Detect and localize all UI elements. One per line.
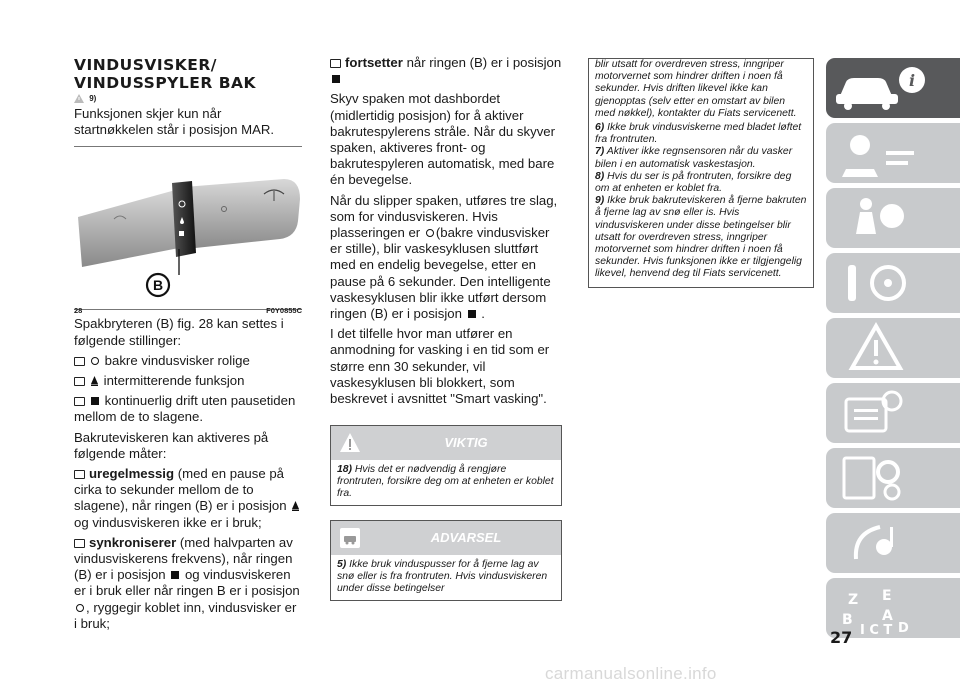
svg-text:Z: Z (848, 592, 859, 608)
intro-text: Funksjonen skjer kun når startnøkkelen står i posisjon MAR. (74, 106, 275, 138)
circle-off-icon (76, 604, 84, 612)
paragraph: I det tilfelle hvor man utfører en anmodning for vasking i en tid som er større enn 30 sekunder, vil vaskesyklusen bli blokkert, som beskrevet i avsnittet "Smart vasking". (330, 326, 550, 407)
note-text: Ikke bruk vindusviskerne med bladet løftet fra frontruten. (595, 122, 802, 146)
mode-text: og vindusviskeren er i bruk eller når ringen B er i posisjon (74, 567, 300, 599)
wiper-stalk-illustration (74, 149, 302, 299)
svg-text:i: i (908, 71, 916, 90)
bullet-icon (330, 59, 341, 68)
warning-icon (74, 94, 84, 103)
section-heading (74, 56, 302, 92)
position-text: kontinuerlig drift uten pausetiden mellom de to slagene. (74, 393, 296, 425)
position-text: intermitterende funksjon (103, 373, 245, 389)
footer-watermark: carmanualsonline.info (545, 664, 717, 683)
mode-text: (med halvparten av vindusviskerens frekvens), når ringen (B) er i posisjon (74, 534, 293, 583)
figure-callout-label: B (152, 277, 164, 294)
note-text: Ikke bruk bakruteviskeren å fjerne bakruten å fjerne lag av snø eller is. Hvis vindusviskeren under disse betingelser blir utsatt for overdreven stress, inngriper motorvernet som hindrer driften i noen få sekunder. Hvis funksjonen ikke er tilgjengelig likevel, henvend deg til Fiats servicenett. (595, 195, 807, 280)
mode-item (74, 535, 302, 632)
note-text: Hvis du ser is på frontruten, forsikre deg om at enheten er koblet fra. (595, 170, 792, 195)
tab-starting-driving[interactable] (826, 253, 960, 313)
note-item (595, 171, 807, 195)
mode-item (74, 466, 302, 531)
reference-note (74, 94, 302, 106)
airbag-icon (826, 188, 960, 248)
figure-stalk-switch (74, 149, 302, 316)
mode-label: synkroniserer (89, 534, 177, 550)
figure-caption (74, 306, 302, 315)
notice-body (331, 460, 561, 505)
circle-off-icon (91, 357, 99, 365)
figure-number: 28 (74, 306, 83, 316)
notice-title: VIKTIG (444, 435, 488, 451)
note-number: 9) (595, 195, 605, 207)
gears-icon (826, 448, 960, 508)
continuous-icon (171, 571, 179, 579)
svg-text:E: E (882, 588, 892, 604)
dashboard-lights-icon (826, 123, 960, 183)
position-text: bakre vindusvisker rolige (104, 352, 250, 368)
paragraph (330, 193, 562, 323)
paragraph-text: . (481, 306, 485, 322)
continued-notes (588, 58, 814, 288)
continued-text: blir utsatt for overdreven stress, inngriper motorvernet som hindrer driften i noen få sekunder. Hvis driften likevel ikke kan gjenopptas (selv etter en omstart av bilen med nøkkel), kontakter du Fiats servicenett. (595, 59, 797, 119)
svg-text:A: A (882, 608, 893, 624)
column-1 (74, 0, 302, 636)
note-number: 7) (595, 146, 605, 158)
page-number: 27 (830, 628, 853, 647)
steering-key-icon (826, 253, 960, 313)
continuous-icon (91, 397, 99, 405)
bullet-icon (74, 539, 85, 548)
continuous-icon (332, 75, 340, 83)
tab-multimedia[interactable] (826, 513, 960, 573)
bullet-icon (74, 397, 85, 406)
notice-text: Hvis det er nødvendig å rengjøre frontruten, forsikre deg om at enheten er koblet fra. (337, 464, 554, 500)
mode-label: fortsetter (345, 55, 403, 70)
note-item (595, 146, 807, 170)
music-nav-icon (826, 513, 960, 573)
note-item (595, 195, 807, 280)
notice-box-warning (330, 520, 562, 601)
tab-technical-data[interactable] (826, 448, 960, 508)
mode-text: , ryggegir koblet inn, vindusvisker er i bruk; (74, 599, 297, 631)
note-number: 6) (595, 122, 605, 134)
note-item (595, 122, 807, 146)
mode-text: og vindusviskeren ikke er i bruk; (74, 514, 262, 530)
bullet-icon (74, 377, 85, 386)
notice-number: 5) (337, 559, 347, 571)
notice-body (331, 555, 561, 600)
circle-off-icon (426, 229, 434, 237)
note-number: 8) (595, 170, 605, 182)
notice-number: 18) (337, 464, 353, 476)
intermittent-icon (91, 376, 98, 386)
continuous-icon (468, 310, 476, 318)
figure-code: F0Y0855C (266, 306, 302, 316)
heading-line-1: VINDUSVISKER/ (74, 56, 217, 74)
paragraph: Skyv spaken mot dashbordet (midlertidig posisjon) for å aktiver bakrutespylerens stråle. Når du skyver spaken, aktiveres front- og bakrutespyleren automatisk, med bare én bevegelse. (330, 91, 556, 188)
svg-text:B: B (842, 612, 853, 628)
ref-note-number: 9) (89, 94, 97, 103)
tab-maintenance[interactable] (826, 383, 960, 443)
divider (74, 146, 302, 147)
car-info-icon (826, 58, 960, 118)
column-2 (330, 55, 562, 601)
notice-title: ADVARSEL (430, 530, 502, 546)
svg-text:D: D (898, 621, 909, 636)
notice-header (331, 426, 561, 460)
bullet-icon (74, 357, 85, 366)
notice-box-important (330, 425, 562, 506)
paragraph: Spakbryteren (B) fig. 28 kan settes i følgende stillinger: (74, 316, 284, 348)
warning-road-icon (826, 318, 960, 378)
paragraph-text: Når du slipper spaken, utføres tre slag, som for vindusviskeren. Hvis plasseringen er (330, 192, 558, 241)
mode-item (330, 55, 562, 87)
intermittent-icon (292, 501, 299, 511)
position-item (74, 353, 302, 369)
position-item (74, 393, 302, 425)
mode-text: (med en pause på cirka to sekunder mellom de to slagene), når ringen (B) er i posisjon (74, 466, 287, 514)
heading-line-2: VINDUSSPYLER BAK (74, 74, 257, 92)
tab-dashboard-lights[interactable] (826, 123, 960, 183)
paragraph-text: (bakre vindusvisker er stille), blir vaskesyklusen sluttført med en endelig bevegelse, etter en pause på 6 sekunder. Den intelligente vaskesyklusen blir ikke utført dersom ringen (B) er i posisjon (330, 225, 551, 322)
tab-car-info[interactable] (826, 58, 960, 118)
note-text: Aktiver ikke regnsensoren når du vasker bilen i en automatisk vaskestasjon. (595, 146, 793, 170)
notice-header (331, 521, 561, 555)
tab-safety[interactable] (826, 188, 960, 248)
mode-text: når ringen (B) er i posisjon (406, 55, 562, 70)
paragraph: Bakruteviskeren kan aktiveres på følgende måter: (74, 429, 269, 461)
mode-label: uregelmessig (89, 466, 175, 482)
chapter-tabs (826, 58, 960, 643)
tools-icon (826, 383, 960, 443)
tab-emergency[interactable] (826, 318, 960, 378)
notice-text: Ikke bruk vinduspusser for å fjerne lag av snø eller is fra frontruten. Hvis vindusviskeren under disse betingelser (337, 559, 548, 595)
position-item (74, 373, 302, 389)
column-3 (588, 58, 814, 288)
bullet-icon (74, 470, 85, 479)
svg-text:I C T: I C T (860, 623, 893, 638)
